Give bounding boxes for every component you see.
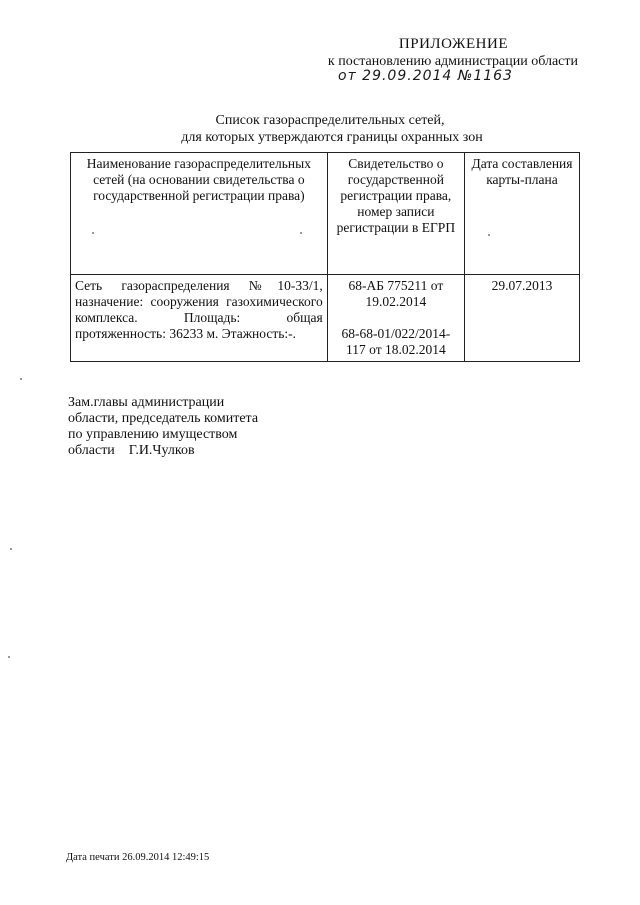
network-name-cell: Сеть газораспределения №10-33/1, назначение: сооружения газохимического комплекса. Площадь: общая протяженность: 36233 м. Этажность:-. xyxy=(71,275,328,362)
signature-line-1: Зам.главы администрации xyxy=(68,395,225,410)
certificate-cell xyxy=(327,275,464,362)
print-date: Дата печати 26.09.2014 12:49:15 xyxy=(66,852,210,863)
document-title-line-1: Список газораспределительных сетей, xyxy=(215,113,445,128)
scan-speck xyxy=(20,378,22,380)
handwritten-date-number: от 29.09.2014 №1163 xyxy=(338,68,513,84)
document-title-line-2: для которых утверждаются границы охранных зон xyxy=(181,130,483,145)
scan-speck xyxy=(488,234,490,236)
column-header-date: Дата составления карты-плана xyxy=(464,153,579,275)
scan-speck xyxy=(10,548,12,550)
table-header-row xyxy=(71,153,580,275)
map-plan-date-cell: 29.07.2013 xyxy=(464,275,579,362)
scan-speck xyxy=(92,232,94,234)
gas-networks-table xyxy=(70,152,580,362)
signature-line-4: области Г.И.Чулков xyxy=(68,443,195,458)
appendix-label: ПРИЛОЖЕНИЕ xyxy=(398,36,508,52)
certificate-number: 68-АБ 775211 от 19.02.2014 xyxy=(348,278,444,309)
column-header-name: Наименование газораспределительных сетей (на основании свидетельства о государственной регистрации права) xyxy=(71,153,328,275)
scan-speck xyxy=(300,232,302,234)
table-row xyxy=(71,275,580,362)
cell-spacer xyxy=(332,310,460,326)
column-header-certificate: Свидетельство о государственной регистрации права, номер записи регистрации в ЕГРП xyxy=(327,153,464,275)
scan-speck xyxy=(8,656,10,658)
registration-record: 68-68-01/022/2014-117 от 18.02.2014 xyxy=(341,326,451,357)
signature-line-3: по управлению имуществом xyxy=(68,427,238,442)
signature-line-2: области, председатель комитета xyxy=(68,411,259,426)
resolution-reference: к постановлению администрации области xyxy=(327,54,578,69)
signature-block xyxy=(68,395,258,459)
